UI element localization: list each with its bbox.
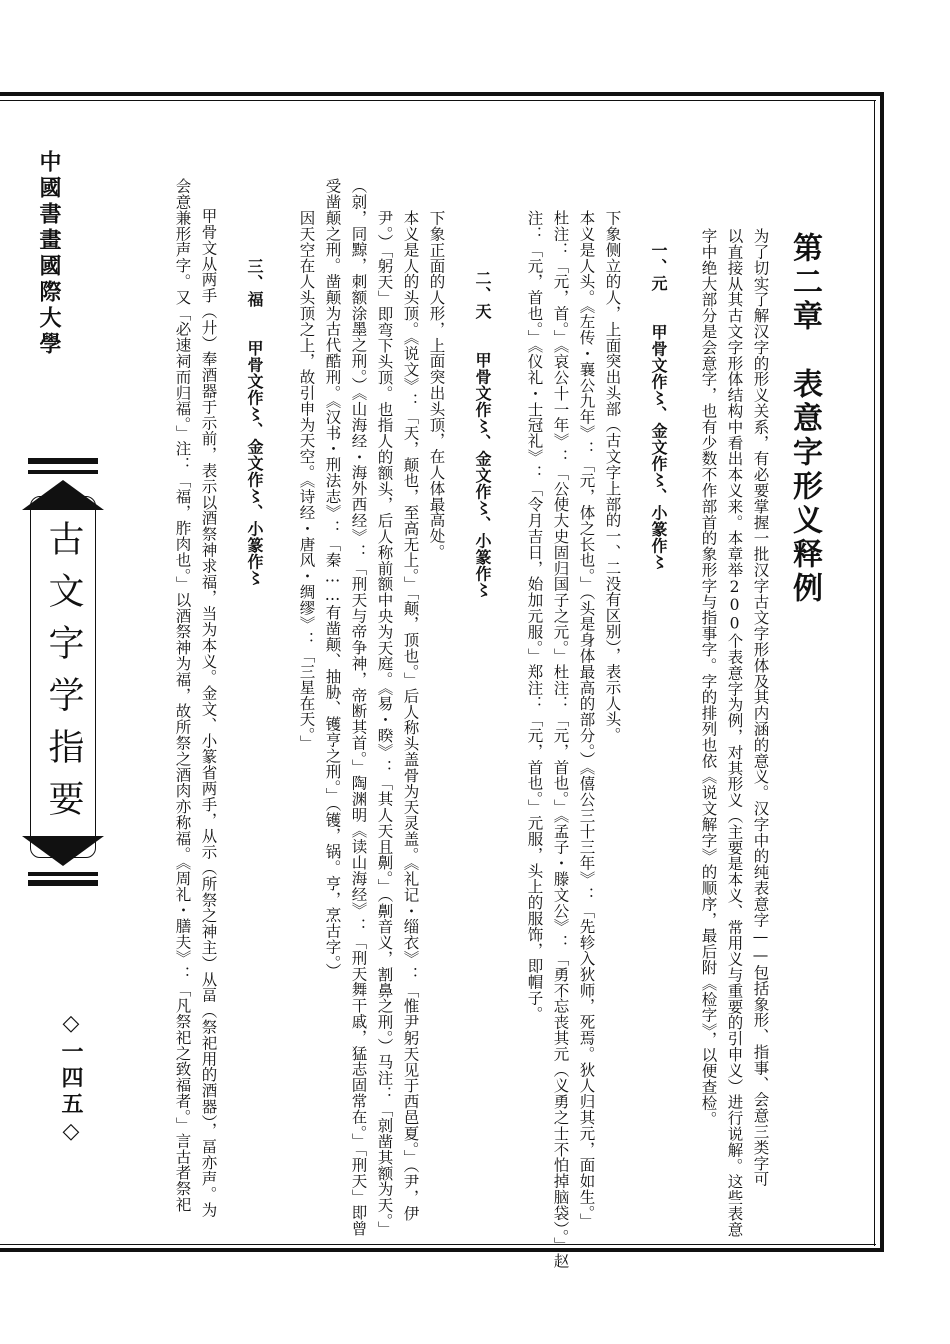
ornament-bar-bottom-2 xyxy=(28,880,98,886)
text-column: 因天空在人头顶之上，故引申为天空。《诗经・唐风・绸缪》：「三星在天。」 xyxy=(297,210,316,751)
frame-right-line xyxy=(880,92,884,1252)
school-name: 中國書畫國際大學 xyxy=(36,150,62,358)
book-title: 古文字学指要 xyxy=(43,520,84,832)
text-column: 本义是人的头顶。《说文》：「天，颠也，至高无上。」「颠，顶也。」后人称头盖骨为天灵盖。《礼记・缁衣》：「惟尹躬天见于西邑夏。」（尹，伊 xyxy=(401,210,420,1222)
text-column: 下象正面的人形，上面突出头顶，在人体最高处。 xyxy=(427,210,446,560)
text-column: 会意兼形声字。又「必速祠而归福。」注：「福，胙肉也。」以酒祭神为福，故所祭之酒肉亦称福。《周礼・膳夫》：「凡祭祀之致福者。」言古者祭祀 xyxy=(173,178,192,1213)
ornament-bar-top-1 xyxy=(28,458,98,464)
text-column: 受凿颠之刑。凿颠为古代酷刑。《汉书・刑法志》：「秦……有凿颠、抽胁、镬亨之刑。」（镬，锅。亨，烹古字。） xyxy=(323,178,342,979)
text-column: 字中绝大部分是会意字，也有少数不作部首的象形字与指事字。字的排列也依《说文解字》的顺序，最后附《检字》，以便查检。 xyxy=(699,228,718,1127)
text-column: 为了切实了解汉字的形义关系，有必要掌握一批汉字古文字形体及其内涵的意义。汉字中的纯表意字——包括象形、指事、会意三类字可 xyxy=(751,228,770,1187)
section-heading-fu: 三、福 甲骨文作〻、金文作〻、小篆作〻 xyxy=(245,258,264,586)
text-column: 本义是人头。《左传・襄公九年》：「元，体之长也。」（头是身体最高的部分。）《僖公三十三年》：「先轸入狄师，死焉。狄人归其元，面如生。」 xyxy=(577,210,596,1229)
text-column: 杜注：「元，首。」《哀公十一年》：「公使大史固归国子之元。」杜注：「元，首也。」《孟子・滕文公》：「勇不忘丧其元（义勇之士不怕掉脑袋）。」赵 xyxy=(551,210,570,1269)
frame-top-line xyxy=(0,92,884,96)
frame-right-inner-line xyxy=(874,100,875,1246)
frame-bottom-inner-line xyxy=(0,1244,876,1245)
text-column: 尹。）「躬天」即弯下头顶。也指人的额头，后人称前额中央为天庭。《易・睽》：「其人天且劓。」（劓音义，割鼻之刑。）马注：「剠凿其额为天。」 xyxy=(375,210,394,1237)
ornament-cap-bottom xyxy=(22,836,104,866)
ornament-bar-top-2 xyxy=(28,470,98,474)
text-column: 注：「元，首也。」《仪礼・士冠礼》：「令月吉日，始加元服。」郑注：「元，首也。」元服，头上的服饰，即帽子。 xyxy=(525,210,544,1022)
frame-bottom-line xyxy=(0,1248,884,1252)
section-heading-yuan: 一、元 甲骨文作〻、金文作〻、小篆作〻 xyxy=(649,242,668,570)
text-column: 以直接从其古文字形体结构中看出本义来。本章举200个表意字为例，对其形义（主要是本义、常用义与重要的引申义）进行说解。这些表意 xyxy=(725,228,744,1238)
text-column: 甲骨文从两手（廾）奉酒器于示前，表示以酒祭神求福，当为本义。金文、小篆省两手，从示（所祭之神主）从畐（祭祀用的酒器），畐亦声。为 xyxy=(199,208,218,1218)
ornament-cap-top xyxy=(22,480,104,510)
chapter-title: 第二章 表意字形义释例 xyxy=(787,232,822,606)
page-number: ◇一四五◇ xyxy=(58,1010,84,1148)
text-column: 下象侧立的人，上面突出头部（古文字上部的一、二没有区别），表示人头。 xyxy=(603,210,622,743)
frame-top-inner-line xyxy=(0,100,876,101)
ornament-bar-bottom-1 xyxy=(28,872,98,876)
section-heading-tian: 二、天 甲骨文作〻、金文作〻、小篆作〻 xyxy=(473,270,492,598)
text-column: （剠，同黥，刺额涂墨之刑。）《山海经・海外西经》：「刑天与帝争神，帝断其首。」陶渊明《读山海经》：「刑天舞干戚，猛志固常在。」「刑天」即曾 xyxy=(349,178,368,1237)
